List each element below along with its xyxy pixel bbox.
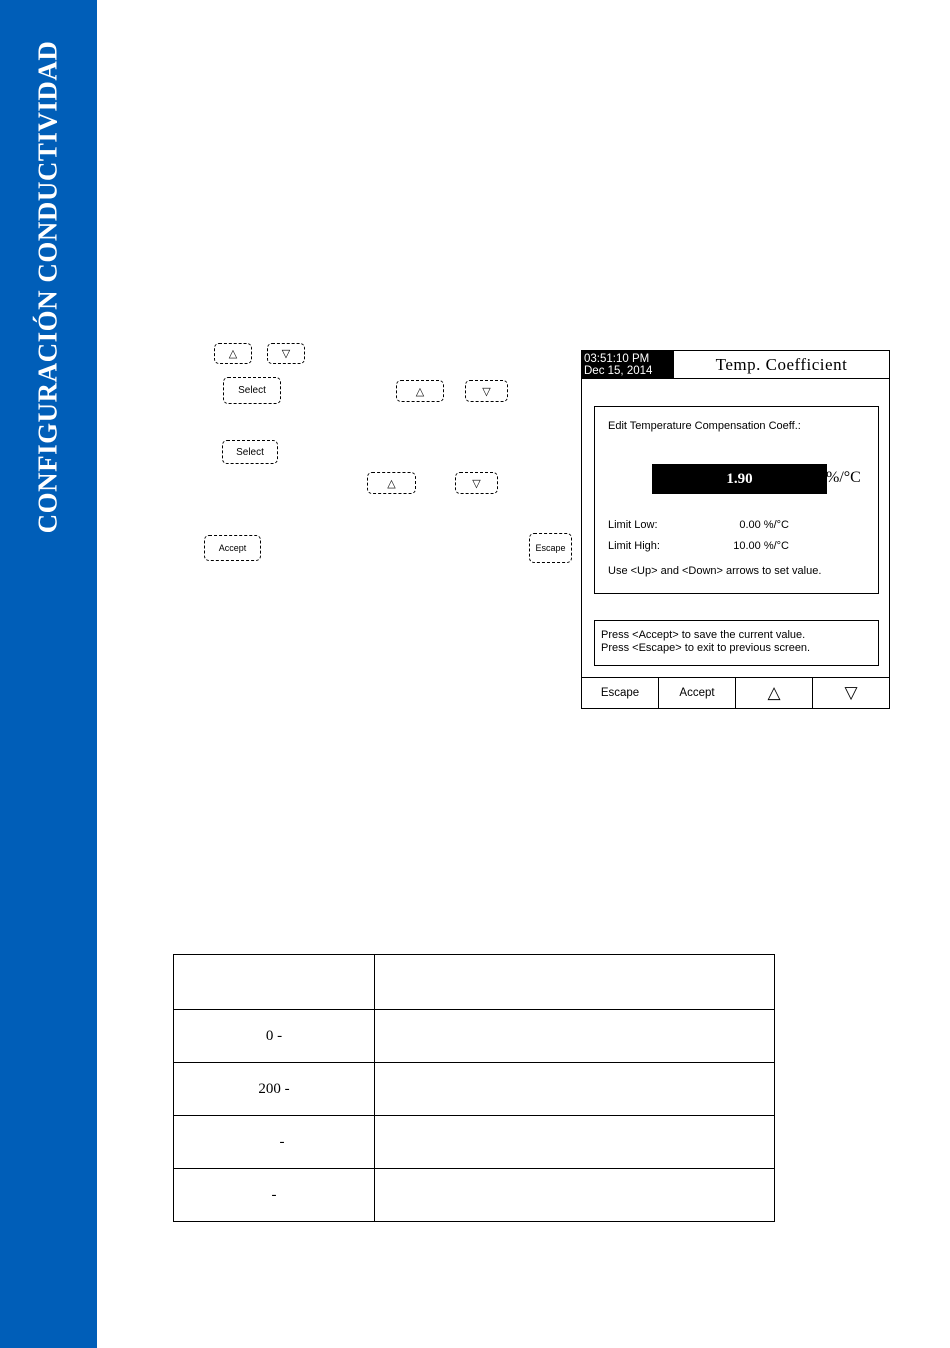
select-key[interactable]: Select xyxy=(223,377,281,404)
down-key[interactable] xyxy=(465,380,508,402)
softkey-bar xyxy=(582,677,889,708)
softkey-accept[interactable]: Accept xyxy=(659,678,736,708)
coefficient-unit: %/°C xyxy=(826,469,861,486)
down-key[interactable] xyxy=(455,472,498,494)
softkey-escape[interactable]: Escape xyxy=(582,678,659,708)
arrow-hint: Use <Up> and <Down> arrows to set value. xyxy=(608,565,822,577)
up-arrow-icon: △ xyxy=(228,348,238,360)
table-cell xyxy=(375,1169,775,1222)
coefficient-value[interactable]: 1.90 xyxy=(652,464,827,494)
table-header-row xyxy=(174,955,775,1010)
clock-display xyxy=(582,351,674,379)
escape-key[interactable]: Escape xyxy=(529,533,572,563)
table-cell-range: 200 - xyxy=(174,1063,375,1116)
up-arrow-icon: △ xyxy=(767,683,781,702)
table-cell xyxy=(375,1063,775,1116)
up-key[interactable] xyxy=(214,343,252,364)
sidebar-title: CONFIGURACIÓN CONDUCTIVIDAD xyxy=(32,40,63,534)
down-key[interactable] xyxy=(267,343,305,364)
table-header-cell xyxy=(174,955,375,1010)
table-row xyxy=(174,1169,775,1222)
limit-high-value: 10.00 %/°C xyxy=(733,540,789,552)
limit-low-value: 0.00 %/°C xyxy=(739,519,789,531)
clock-time: 03:51:10 PM xyxy=(584,353,650,365)
up-key[interactable] xyxy=(396,380,444,402)
screen-title: Temp. Coefficient xyxy=(674,351,889,379)
table-cell xyxy=(375,1010,775,1063)
down-arrow-icon: ▽ xyxy=(482,385,491,398)
sidebar xyxy=(0,0,97,1348)
limit-high-label: Limit High: xyxy=(608,540,660,552)
edit-panel xyxy=(594,406,879,594)
table-row xyxy=(174,1063,775,1116)
softkey-up[interactable] xyxy=(736,678,813,708)
down-arrow-icon: ▽ xyxy=(472,477,481,490)
message-line: Press <Accept> to save the current value. xyxy=(601,629,806,641)
message-line: Press <Escape> to exit to previous screen. xyxy=(601,642,811,654)
message-panel xyxy=(594,620,879,666)
table-cell-range: - xyxy=(174,1116,375,1169)
table-header-cell xyxy=(375,955,775,1010)
table-cell-range: 0 - xyxy=(174,1010,375,1063)
up-arrow-icon: △ xyxy=(387,477,396,490)
up-arrow-icon: △ xyxy=(415,385,425,398)
accept-key[interactable]: Accept xyxy=(204,535,261,561)
limit-low-label: Limit Low: xyxy=(608,519,658,531)
table-cell xyxy=(375,1116,775,1169)
edit-heading: Edit Temperature Compensation Coeff.: xyxy=(608,420,801,432)
down-arrow-icon: ▽ xyxy=(844,683,858,702)
table-cell-range: - xyxy=(174,1169,375,1222)
select-key[interactable]: Select xyxy=(222,440,278,464)
up-key[interactable] xyxy=(367,472,416,494)
softkey-down[interactable] xyxy=(813,678,889,708)
table-row xyxy=(174,1010,775,1063)
device-screen xyxy=(581,350,890,709)
table-row xyxy=(174,1116,775,1169)
range-table xyxy=(173,954,775,1222)
down-arrow-icon: ▽ xyxy=(281,348,291,360)
clock-date: Dec 15, 2014 xyxy=(584,365,653,377)
